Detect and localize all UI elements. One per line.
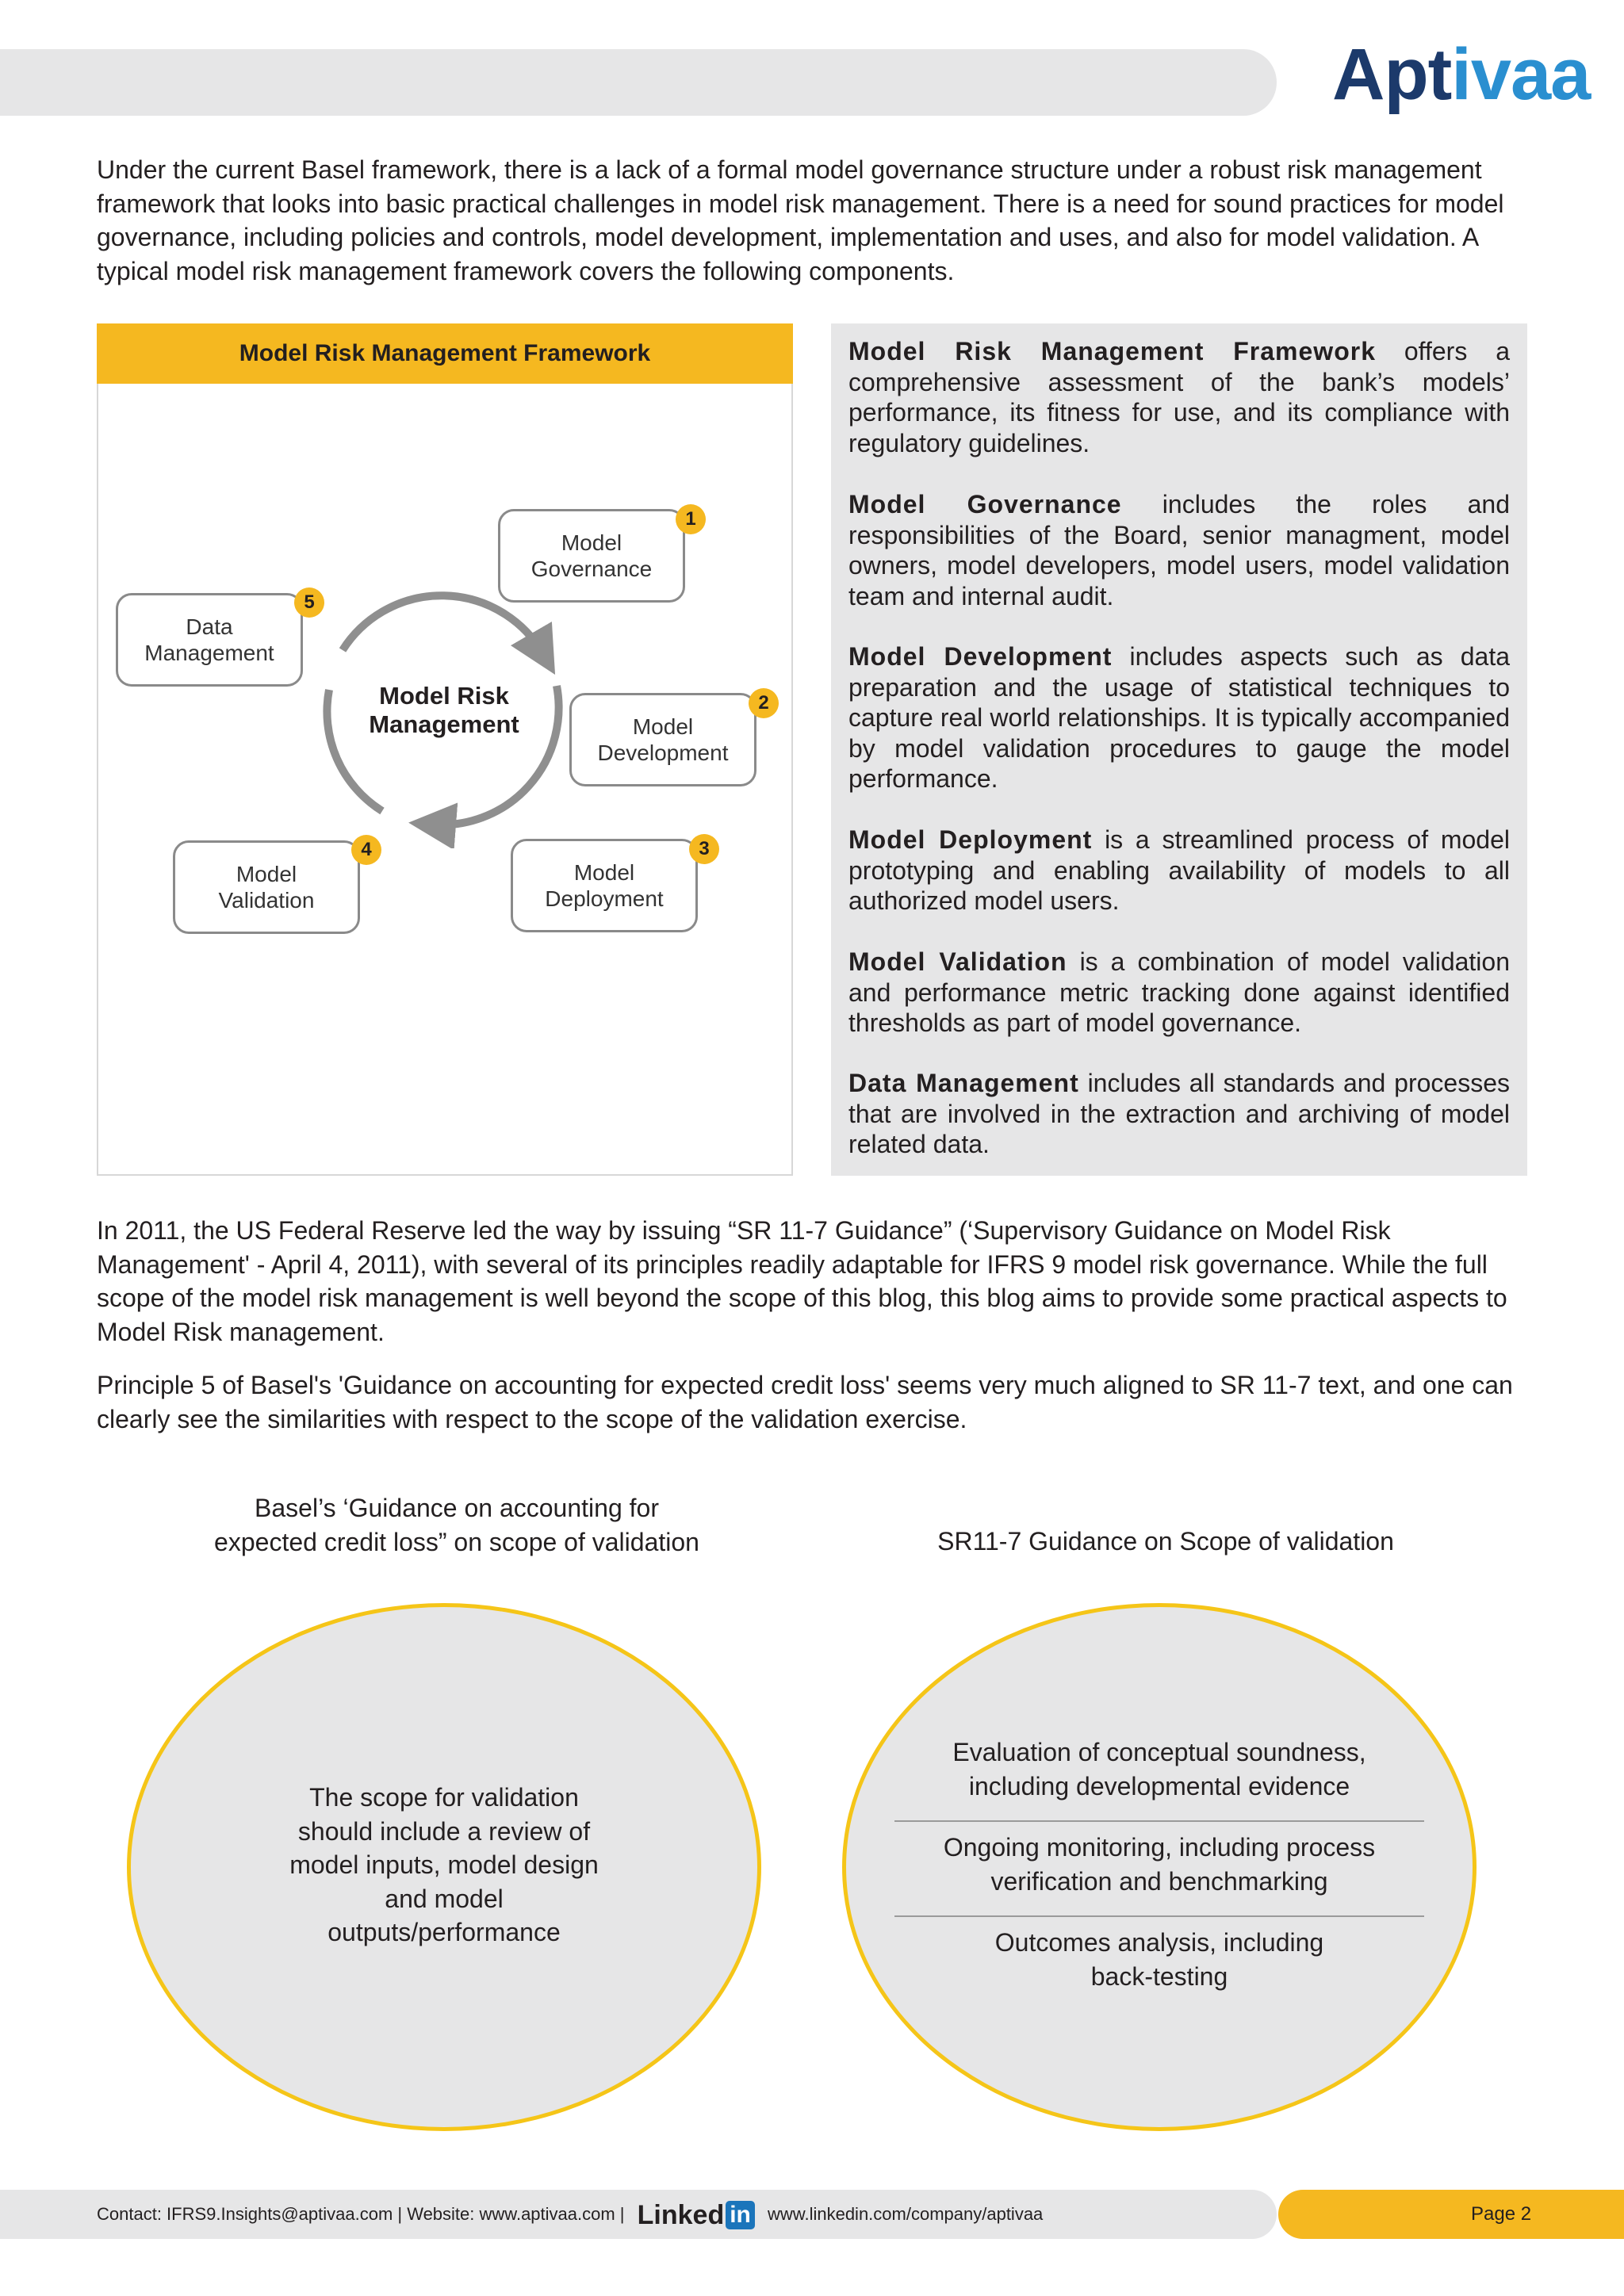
node-line2: Governance	[530, 557, 653, 581]
linkedin-in-badge: in	[726, 2201, 755, 2229]
sr117-item-2	[882, 1831, 1437, 1898]
basel-line: model inputs, model design	[289, 1850, 599, 1879]
center-label	[349, 682, 539, 739]
basel-scope-text	[206, 1781, 682, 1950]
desc-text: is a streamlined process of model prototyping and enabling availability of models to all authorized model users.	[848, 825, 1511, 915]
sr117-item-1	[882, 1735, 1437, 1803]
basel-line: The scope for validation	[309, 1783, 579, 1812]
basel-title-line1: Basel’s ‘Guidance on accounting for	[255, 1494, 659, 1522]
sr-11-7-paragraph: In 2011, the US Federal Reserve led the way by issuing “SR 11-7 Guidance” (‘Supervisory Guidance on Model Risk Management' - April 4, 2011), with several of its principles readily adaptable for IFRS 9 model risk governance. While the full scope of the model risk management is well beyond the scope of this blog, this blog aims to provide some practical aspects to Model Risk management.	[97, 1216, 1507, 1346]
divider	[894, 1915, 1424, 1917]
header-bar	[0, 49, 1277, 116]
desc-deployment	[848, 825, 1510, 916]
sr117-item-line2: including developmental evidence	[968, 1771, 1350, 1800]
badge-3: 3	[689, 834, 719, 864]
badge-5: 5	[294, 587, 324, 618]
node-line1: Data	[186, 614, 233, 639]
desc-development	[848, 641, 1510, 794]
basel-column-title	[140, 1491, 774, 1559]
desc-term: Model Development	[848, 642, 1113, 671]
desc-governance	[848, 489, 1510, 611]
desc-term: Model Deployment	[848, 825, 1093, 854]
sr117-item-line1: Ongoing monitoring, including process	[943, 1833, 1376, 1862]
desc-term: Model Governance	[848, 490, 1122, 519]
page-pill	[1278, 2190, 1624, 2239]
center-label-line2: Management	[369, 710, 519, 738]
basel-line: outputs/performance	[327, 1918, 561, 1946]
footer-contact-text[interactable]: Contact: IFRS9.Insights@aptivaa.com | Website: www.aptivaa.com |	[97, 2204, 625, 2224]
node-line2: Validation	[218, 888, 315, 913]
desc-validation	[848, 947, 1510, 1039]
center-label-line1: Model Risk	[379, 682, 509, 710]
node-model-validation	[173, 840, 360, 934]
node-model-governance	[498, 509, 685, 603]
node-line2: Development	[597, 740, 729, 765]
principle-5-paragraph: Principle 5 of Basel's 'Guidance on accounting for expected credit loss' seems very much aligned to SR 11-7 text, and one can clearly see the similarities with respect to the scope of the validation exercise.	[97, 1371, 1513, 1433]
node-line1: Model	[632, 714, 694, 739]
logo-text-part2: ivaa	[1451, 34, 1591, 115]
badge-2: 2	[749, 688, 779, 718]
sr117-item-line2: verification and benchmarking	[990, 1866, 1328, 1896]
sr117-column-title: SR11-7 Guidance on Scope of validation	[937, 1527, 1394, 1556]
desc-framework	[848, 336, 1510, 458]
aptivaa-logo	[1332, 34, 1591, 115]
linkedin-icon[interactable]	[638, 2201, 755, 2229]
desc-term: Model Validation	[848, 947, 1067, 976]
node-data-management	[116, 593, 303, 687]
basel-title-line2: expected credit loss” on scope of validation	[214, 1527, 699, 1556]
sr117-item-3	[882, 1926, 1437, 1993]
node-model-deployment	[511, 839, 698, 932]
logo-text-part1: Apt	[1332, 34, 1452, 115]
desc-data-management	[848, 1068, 1510, 1160]
node-line2: Deployment	[545, 886, 664, 911]
node-line2: Management	[144, 641, 274, 665]
footer-contact	[97, 2201, 1043, 2229]
desc-text: includes aspects such as data preparation and the usage of statistical techniques to capture real world relationships. It is typically accompanied by model validation procedures to gauge the model performance.	[848, 642, 1511, 793]
node-model-development	[569, 693, 756, 786]
intro-paragraph: Under the current Basel framework, there is a lack of a formal model governance structure under a robust risk management framework that looks into basic practical challenges in model risk management. There is a need for sound practices for model governance, including policies and controls, model development, implementation and uses, and also for model validation. A typical model risk management framework covers the following components.	[97, 155, 1504, 285]
desc-text: is a combination of model validation and performance metric tracking done against identified thresholds as part of model governance.	[848, 947, 1511, 1037]
node-line1: Model	[561, 530, 622, 555]
desc-term: Data Management	[848, 1069, 1079, 1097]
desc-term: Model Risk Management Framework	[848, 337, 1376, 365]
page-number: Page 2	[1471, 2203, 1532, 2225]
badge-1: 1	[676, 504, 706, 534]
desc-text: offers a comprehensive assessment of the bank’s models’ performance, its fitness for use, and its compliance with regulatory guidelines.	[848, 337, 1511, 457]
node-line1: Model	[573, 860, 635, 885]
node-line1: Model	[236, 862, 297, 886]
basel-line: should include a review of	[297, 1816, 591, 1846]
linkedin-url[interactable]: www.linkedin.com/company/aptivaa	[768, 2204, 1044, 2224]
sr117-item-line1: Evaluation of conceptual soundness,	[952, 1738, 1366, 1766]
desc-text: includes all standards and processes that are involved in the extraction and archiving of model related data.	[848, 1069, 1511, 1158]
desc-text: includes the roles and responsibilities of the Board, senior managment, model owners, model developers, model users, model validation team and internal audit.	[848, 490, 1511, 610]
basel-line: and model	[385, 1884, 504, 1913]
framework-title: Model Risk Management Framework	[97, 323, 793, 384]
sr117-item-line1: Outcomes analysis, including	[994, 1928, 1324, 1957]
sr117-item-line2: back-testing	[1090, 1961, 1228, 1991]
divider	[894, 1820, 1424, 1822]
linkedin-word: Linked	[637, 2200, 725, 2231]
badge-4: 4	[351, 835, 381, 865]
